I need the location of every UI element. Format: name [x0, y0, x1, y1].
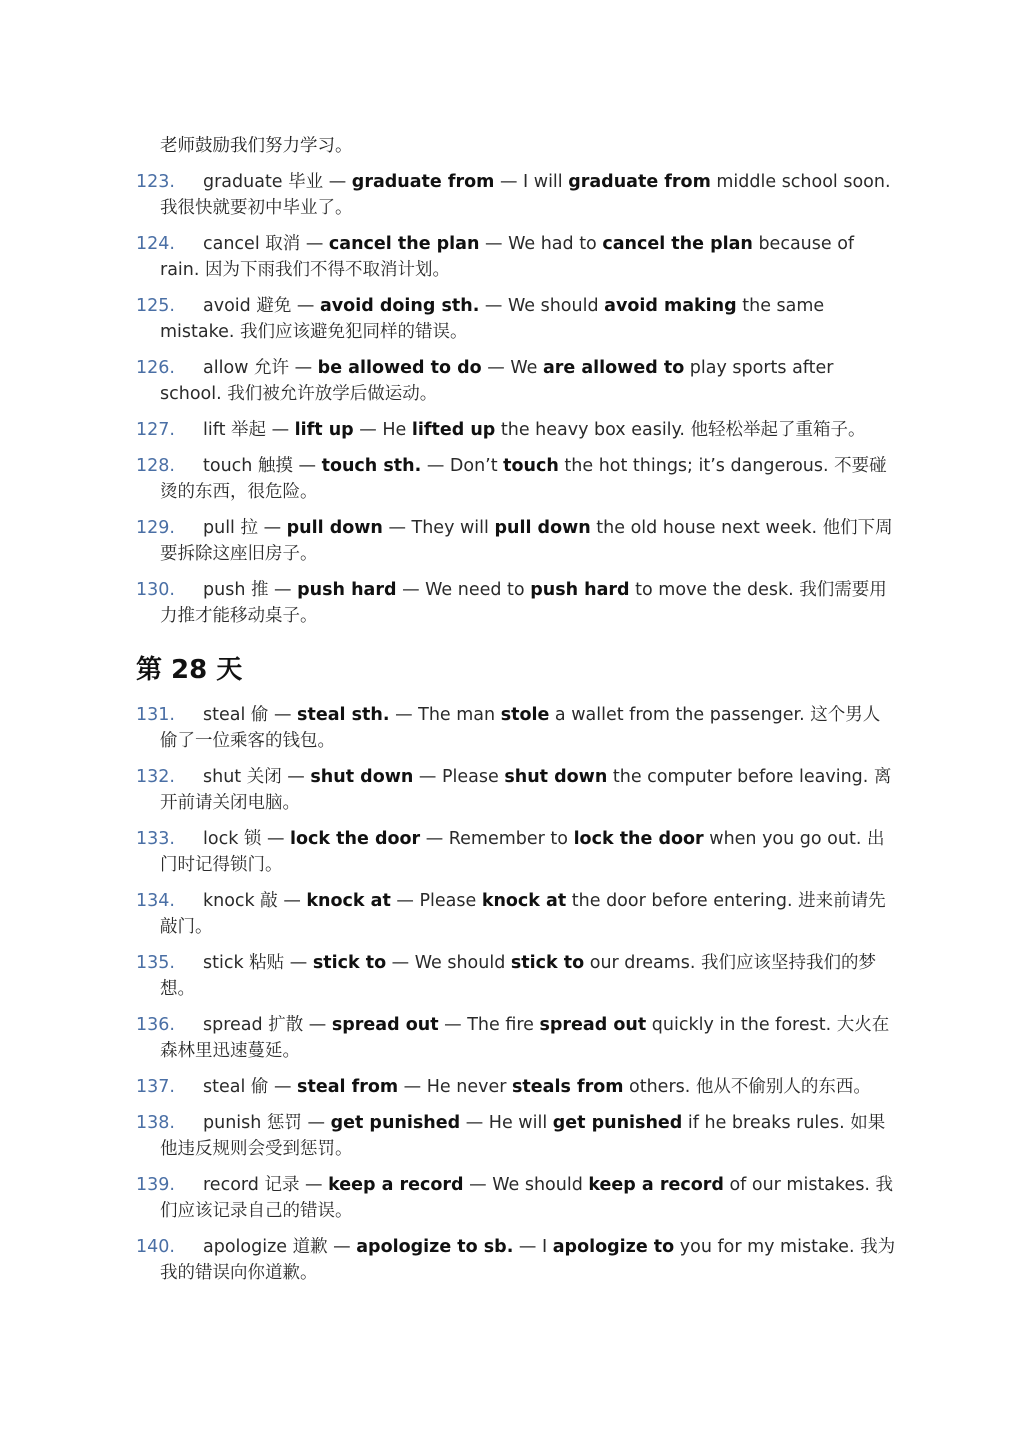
- entry-word: spread 扩散: [203, 1015, 304, 1035]
- example-pre: We: [510, 358, 543, 378]
- vocab-entry: [136, 1012, 896, 1064]
- entry-phrase: steal from: [297, 1077, 399, 1097]
- vocab-list-section-2: [136, 702, 896, 1296]
- example-highlight: shut down: [504, 767, 608, 787]
- entry-phrase: lift up: [294, 420, 354, 440]
- vocab-entry: [136, 1074, 896, 1100]
- entry-word: push 推: [203, 580, 269, 600]
- entry-text: record 记录 — keep a record — We should keep a record of our mistakes. 我们应该记录自己的错误。: [160, 1175, 894, 1221]
- entry-number: 128.: [136, 456, 175, 476]
- entry-text: punish 惩罚 — get punished — He will get punished if he breaks rules. 如果他违反规则会受到惩罚。: [160, 1113, 886, 1159]
- entry-number: 129.: [136, 518, 175, 538]
- example-highlight: stick to: [510, 953, 585, 973]
- example-highlight: apologize to: [552, 1237, 675, 1257]
- day-heading: 第 28 天: [136, 655, 243, 685]
- example-highlight: are allowed to: [542, 358, 685, 378]
- entry-phrase: pull down: [286, 518, 383, 538]
- example-pre: The man: [418, 705, 501, 725]
- example-highlight: steals from: [511, 1077, 624, 1097]
- entry-number: 137.: [136, 1077, 175, 1097]
- example-pre: We should: [414, 953, 511, 973]
- entry-text: graduate 毕业 — graduate from — I will graduate from middle school soon. 我很快就要初中毕业了。: [160, 172, 891, 218]
- example-pre: We should: [492, 1175, 589, 1195]
- entry-word: cancel 取消: [203, 234, 301, 254]
- entry-phrase: knock at: [306, 891, 391, 911]
- entry-number: 133.: [136, 829, 175, 849]
- continuation-text: 老师鼓励我们努力学习。: [160, 136, 353, 156]
- entry-phrase: get punished: [330, 1113, 461, 1133]
- entry-number: 123.: [136, 172, 175, 192]
- vocab-entry: [136, 293, 896, 345]
- example-highlight: lifted up: [411, 420, 496, 440]
- entry-text: pull 拉 — pull down — They will pull down the old house next week. 他们下周要拆除这座旧房子。: [160, 518, 893, 564]
- entry-number: 139.: [136, 1175, 175, 1195]
- entry-number: 125.: [136, 296, 175, 316]
- example-highlight: lock the door: [573, 829, 704, 849]
- example-post: the old house next week. 他们下周要拆除这座旧房子。: [160, 518, 893, 564]
- vocab-entry: [136, 950, 896, 1002]
- entry-number: 136.: [136, 1015, 175, 1035]
- example-pre: Remember to: [448, 829, 574, 849]
- example-highlight: knock at: [481, 891, 567, 911]
- example-post: quickly in the forest. 大火在森林里迅速蔓延。: [160, 1015, 890, 1061]
- vocab-entry: [136, 231, 896, 283]
- example-highlight: stole: [500, 705, 550, 725]
- example-highlight: spread out: [539, 1015, 647, 1035]
- entry-phrase: keep a record: [328, 1175, 464, 1195]
- example-post: middle school soon. 我很快就要初中毕业了。: [160, 172, 891, 218]
- entry-number: 140.: [136, 1237, 175, 1257]
- entry-phrase: cancel the plan: [328, 234, 480, 254]
- entry-phrase: be allowed to do: [317, 358, 482, 378]
- vocab-entry: [136, 826, 896, 878]
- entry-word: steal 偷: [203, 705, 269, 725]
- entry-word: touch 触摸: [203, 456, 293, 476]
- entry-number: 134.: [136, 891, 175, 911]
- entry-text: apologize 道歉 — apologize to sb. — I apologize to you for my mistake. 我为我的错误向你道歉。: [160, 1237, 896, 1283]
- example-post: when you go out. 出门时记得锁门。: [160, 829, 885, 875]
- example-post: a wallet from the passenger. 这个男人偷了一位乘客的钱包。: [160, 705, 881, 751]
- entry-word: shut 关闭: [203, 767, 282, 787]
- example-pre: We need to: [425, 580, 531, 600]
- entry-text: avoid 避免 — avoid doing sth. — We should avoid making the same mistake. 我们应该避免犯同样的错误。: [160, 296, 825, 342]
- example-pre: The fire: [467, 1015, 540, 1035]
- vocab-entry: [136, 702, 896, 754]
- example-pre: We had to: [508, 234, 603, 254]
- entry-number: 126.: [136, 358, 175, 378]
- example-pre: We should: [507, 296, 605, 316]
- vocab-entry: [136, 169, 896, 221]
- entry-phrase: push hard: [297, 580, 397, 600]
- example-post: the door before entering. 进来前请先敲门。: [160, 891, 886, 937]
- example-pre: I: [542, 1237, 553, 1257]
- entry-text: touch 触摸 — touch sth. — Don’t touch the hot things; it’s dangerous. 不要碰烫的东西，很危险。: [160, 456, 887, 502]
- day-heading-wrap: [136, 652, 896, 688]
- entry-text: steal 偷 — steal from — He never steals from others. 他从不偷别人的东西。: [203, 1077, 871, 1097]
- example-post: because of rain. 因为下雨我们不得不取消计划。: [160, 234, 855, 280]
- example-highlight: keep a record: [588, 1175, 724, 1195]
- entry-text: lock 锁 — lock the door — Remember to lock the door when you go out. 出门时记得锁门。: [160, 829, 885, 875]
- vocab-entry: [136, 355, 896, 407]
- example-post: the heavy box easily. 他轻松举起了重箱子。: [495, 420, 866, 440]
- entry-number: 124.: [136, 234, 175, 254]
- entry-text: lift 举起 — lift up — He lifted up the heavy box easily. 他轻松举起了重箱子。: [203, 420, 866, 440]
- entry-phrase: steal sth.: [297, 705, 390, 725]
- vocab-entry: [136, 764, 896, 816]
- entry-word: graduate 毕业: [203, 172, 324, 192]
- entry-word: pull 拉: [203, 518, 258, 538]
- example-highlight: get punished: [552, 1113, 683, 1133]
- example-highlight: cancel the plan: [602, 234, 753, 254]
- entry-phrase: graduate from: [351, 172, 495, 192]
- entry-phrase: apologize to sb.: [356, 1237, 514, 1257]
- example-pre: They will: [411, 518, 495, 538]
- example-post: the same mistake. 我们应该避免犯同样的错误。: [160, 296, 825, 342]
- example-highlight: graduate from: [568, 172, 711, 192]
- entry-phrase: lock the door: [290, 829, 421, 849]
- example-pre: Please: [419, 891, 482, 911]
- entry-text: knock 敲 — knock at — Please knock at the door before entering. 进来前请先敲门。: [160, 891, 886, 937]
- entry-word: knock 敲: [203, 891, 278, 911]
- entry-number: 132.: [136, 767, 175, 787]
- vocab-entry: [136, 417, 896, 443]
- example-highlight: push hard: [530, 580, 630, 600]
- entry-word: record 记录: [203, 1175, 300, 1195]
- vocab-entry: [136, 577, 896, 629]
- example-post: the computer before leaving. 离开前请关闭电脑。: [160, 767, 892, 813]
- entry-word: lock 锁: [203, 829, 262, 849]
- example-post: the hot things; it’s dangerous. 不要碰烫的东西，很危险。: [160, 456, 887, 502]
- example-pre: He: [382, 420, 412, 440]
- vocab-entry: [136, 888, 896, 940]
- example-post: if he breaks rules. 如果他违反规则会受到惩罚。: [160, 1113, 886, 1159]
- entry-phrase: avoid doing sth.: [319, 296, 480, 316]
- entry-word: allow 允许: [203, 358, 290, 378]
- vocab-entry: [136, 1234, 896, 1286]
- entry-phrase: spread out: [331, 1015, 439, 1035]
- entry-number: 127.: [136, 420, 175, 440]
- entry-word: apologize 道歉: [203, 1237, 328, 1257]
- example-highlight: pull down: [494, 518, 591, 538]
- entry-phrase: stick to: [312, 953, 387, 973]
- example-highlight: avoid making: [604, 296, 737, 316]
- example-pre: I will: [523, 172, 569, 192]
- example-pre: Don’t: [449, 456, 504, 476]
- vocab-entry: [136, 1110, 896, 1162]
- example-post: of our mistakes. 我们应该记录自己的错误。: [160, 1175, 894, 1221]
- entry-number: 138.: [136, 1113, 175, 1133]
- example-post: to move the desk. 我们需要用力推才能移动桌子。: [160, 580, 887, 626]
- entry-number: 135.: [136, 953, 175, 973]
- entry-text: steal 偷 — steal sth. — The man stole a wallet from the passenger. 这个男人偷了一位乘客的钱包。: [160, 705, 881, 751]
- entry-text: spread 扩散 — spread out — The fire spread out quickly in the forest. 大火在森林里迅速蔓延。: [160, 1015, 890, 1061]
- entry-number: 131.: [136, 705, 175, 725]
- vocab-entry: [136, 453, 896, 505]
- example-pre: He will: [488, 1113, 553, 1133]
- vocab-list-section-1: [136, 169, 896, 639]
- example-post: our dreams. 我们应该坚持我们的梦想。: [160, 953, 876, 999]
- entry-word: lift 举起: [203, 420, 267, 440]
- entry-word: punish 惩罚: [203, 1113, 302, 1133]
- example-post: you for my mistake. 我为我的错误向你道歉。: [160, 1237, 896, 1283]
- entry-text: cancel 取消 — cancel the plan — We had to cancel the plan because of rain. 因为下雨我们不得不取消计划。: [160, 234, 855, 280]
- example-pre: Please: [441, 767, 505, 787]
- entry-text: allow 允许 — be allowed to do — We are allowed to play sports after school. 我们被允许放学后做运动。: [160, 358, 834, 404]
- entry-text: shut 关闭 — shut down — Please shut down the computer before leaving. 离开前请关闭电脑。: [160, 767, 892, 813]
- entry-phrase: shut down: [310, 767, 414, 787]
- vocab-entry: [136, 1172, 896, 1224]
- example-post: play sports after school. 我们被允许放学后做运动。: [160, 358, 834, 404]
- example-highlight: touch: [503, 456, 559, 476]
- entry-word: steal 偷: [203, 1077, 269, 1097]
- entry-phrase: touch sth.: [321, 456, 422, 476]
- entry-text: stick 粘贴 — stick to — We should stick to our dreams. 我们应该坚持我们的梦想。: [160, 953, 876, 999]
- vocab-entry: [136, 515, 896, 567]
- example-post: others. 他从不偷别人的东西。: [623, 1077, 871, 1097]
- example-pre: He never: [426, 1077, 512, 1097]
- entry-text: push 推 — push hard — We need to push hard to move the desk. 我们需要用力推才能移动桌子。: [160, 580, 887, 626]
- entry-word: avoid 避免: [203, 296, 292, 316]
- entry-word: stick 粘贴: [203, 953, 285, 973]
- entry-number: 130.: [136, 580, 175, 600]
